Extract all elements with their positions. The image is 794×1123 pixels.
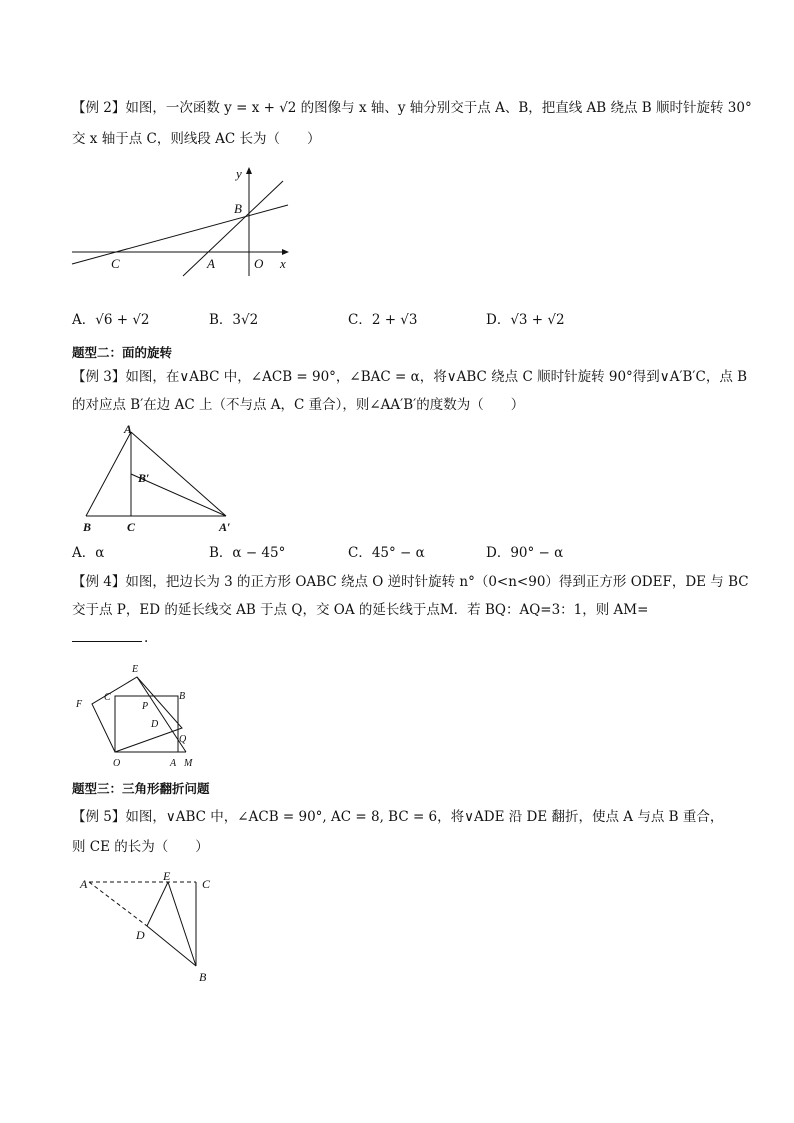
label-c: C: [111, 256, 120, 271]
section-heading-type-3: 题型三：三角形翻折问题: [72, 781, 210, 796]
label-q: Q: [179, 734, 187, 745]
label-c: C: [104, 692, 111, 703]
example-5-question-line-1: 【例 5】如图，∨ABC 中，∠ACB = 90°, AC = 8, BC = 6，将∨ADE 沿 DE 翻折，使点 A 与点 B 重合，: [72, 809, 724, 825]
example-4-question-line-1: 【例 4】如图，把边长为 3 的正方形 OABC 绕点 O 逆时针旋转 n°（0<n<90）得到正方形 ODEF，DE 与 BC: [72, 574, 749, 590]
example-2-option-d: D．√3 + √2: [486, 312, 565, 328]
label-d: D: [151, 719, 159, 730]
label-f: F: [76, 699, 83, 710]
label-c: C: [127, 520, 136, 534]
label-p: P: [142, 701, 149, 712]
label-b: B: [199, 970, 207, 984]
label-c: C: [202, 877, 211, 891]
example-5-question-line-2: 则 CE 的长为（ ）: [72, 839, 209, 855]
example-3-option-d: D．90° − α: [486, 545, 564, 561]
label-d: D: [136, 928, 145, 942]
label-b: B: [83, 520, 92, 534]
dashed-ad: [89, 882, 147, 926]
label-y: y: [236, 166, 242, 181]
section-heading-type-2: 题型二：面的旋转: [72, 345, 173, 360]
label-a: A: [124, 422, 133, 436]
segment-eb: [168, 882, 196, 966]
answer-blank-period: .: [144, 630, 149, 646]
label-a: A: [80, 877, 88, 891]
example-2-option-b: B．3√2: [209, 312, 259, 328]
label-b-prime: B′: [138, 471, 150, 485]
segment-db: [147, 926, 196, 966]
label-a: A: [207, 256, 215, 271]
label-o: O: [254, 256, 264, 271]
label-e: E: [132, 664, 139, 675]
example-3-question-line-2: 的对应点 B′在边 AC 上（不与点 A，C 重合），则∠AA′B′的度数为（ ）: [72, 397, 525, 413]
label-m: M: [184, 758, 193, 769]
example-3-question-line-1: 【例 3】如图，在∨ABC 中，∠ACB = 90°，∠BAC = α，将∨ABC 绕点 C 顺时针旋转 90°得到∨A′B′C，点 B: [72, 369, 748, 385]
example-2-question-line-1: 【例 2】如图，一次函数 y = x + √2 的图像与 x 轴、y 轴分别交于点 A、B，把直线 AB 绕点 B 顺时针旋转 30°: [72, 100, 752, 116]
label-o: O: [113, 758, 121, 769]
example-2-question-line-2: 交 x 轴于点 C，则线段 AC 长为（ ）: [72, 131, 321, 147]
label-a-prime: A′: [219, 520, 231, 534]
example-3-option-b: B．α − 45°: [209, 545, 286, 561]
label-b: B: [179, 691, 186, 702]
label-x: x: [280, 256, 286, 271]
example-4-question-line-2: 交于点 P，ED 的延长线交 AB 于点 Q，交 OA 的延长线于点M．若 BQ：AQ=3：1，则 AM=: [72, 602, 649, 618]
example-3-option-a: A．α: [72, 545, 105, 561]
label-a: A: [170, 758, 177, 769]
segment-de: [147, 882, 168, 926]
label-e: E: [163, 869, 171, 883]
example-2-option-c: C．2 + √3: [348, 312, 418, 328]
example-3-option-c: C．45° − α: [348, 545, 425, 561]
label-b: B: [234, 201, 242, 216]
example-2-option-a: A．√6 + √2: [72, 312, 150, 328]
